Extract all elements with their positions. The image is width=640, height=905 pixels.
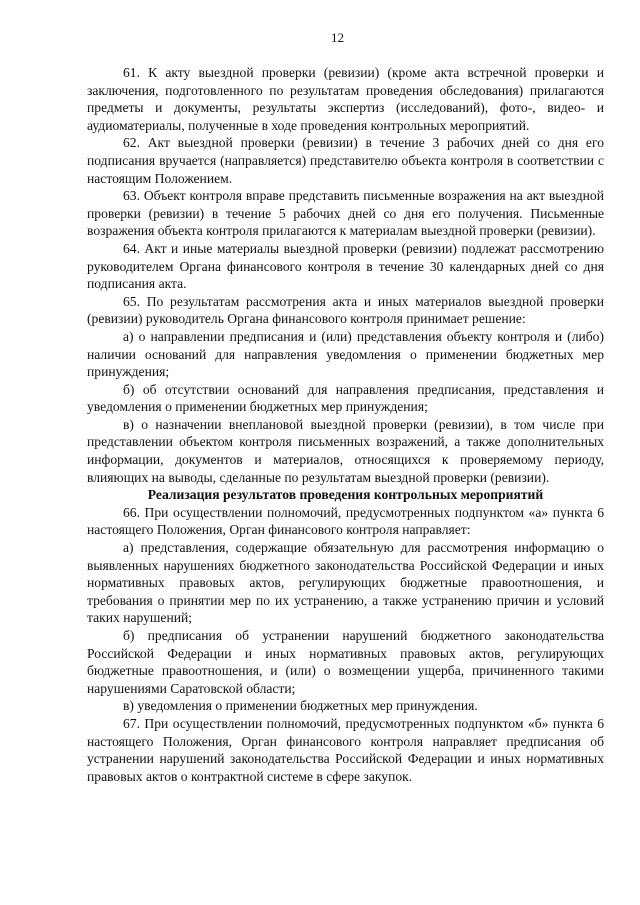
paragraph-64: 64. Акт и иные материалы выездной проверки (ревизии) подлежат рассмотрению руководителем Органа финансового контроля в течение 30 календарных дней со дня подписания акта. — [87, 240, 604, 292]
paragraph-65-a: а) о направлении предписания и (или) представления объекту контроля и (либо) наличии оснований для направления уведомления о применении бюджетных мер принуждения; — [87, 328, 604, 380]
page-number: 12 — [331, 30, 344, 45]
paragraph-66-a: а) представления, содержащие обязательную для рассмотрения информацию о выявленных нарушениях бюджетного законодательства Российской Федерации и иных нормативных правовых актов, регулирующих бюджетные правоотношения, и требования о принятии мер по их устранению, а также устранению причин и условий таких нарушений; — [87, 540, 604, 626]
paragraph-65-b: б) об отсутствии оснований для направления предписания, представления и уведомления о применении бюджетных мер принуждения; — [87, 381, 604, 415]
paragraph-62: 62. Акт выездной проверки (ревизии) в течение 3 рабочих дней со дня его подписания вручается (направляется) представителю объекта контроля в соответствии с настоящим Положением. — [87, 135, 604, 186]
paragraph-67: 67. При осуществлении полномочий, предусмотренных подпунктом «б» пункта 6 настоящего Положения, Орган финансового контроля направляет предписания об устранении нарушений законодательства Российской Федерации и иных нормативных правовых актов о контрактной системе в сфере закупок. — [87, 715, 604, 784]
paragraph-61: 61. К акту выездной проверки (ревизии) (кроме акта встречной проверки и заключения, подготовленного по результатам проведения обследования) прилагаются предметы и документы, результаты экспертиз (исследований), фото-, видео- и аудиоматериалы, полученные в ходе проведения контрольных мероприятий. — [87, 65, 604, 133]
paragraph-63: 63. Объект контроля вправе представить письменные возражения на акт выездной проверки (ревизии) в течение 5 рабочих дней со дня его получения. Письменные возражения объекта контроля прилагаются к материалам выездной проверки (ревизии). — [87, 188, 604, 239]
section-heading: Реализация результатов проведения контрольных мероприятий — [147, 487, 544, 503]
paragraph-65-v: в) о назначении внеплановой выездной проверки (ревизии), в том числе при представлении объектом контроля письменных возражений, а также дополнительных информации, документов и материалов, относящихся к проверяемому периоду, влияющих на выводы, сделанные по результатам выездной проверки (ревизии). — [87, 416, 604, 485]
paragraph-66-v: в) уведомления о применении бюджетных мер принуждения. — [123, 698, 478, 714]
paragraph-65: 65. По результатам рассмотрения акта и иных материалов выездной проверки (ревизии) руководитель Органа финансового контроля принимает решение: — [87, 293, 604, 327]
paragraph-66-b: б) предписания об устранении нарушений бюджетного законодательства Российской Федерации и иных нормативных правовых актов, регулирующих бюджетные правоотношения, и (или) о возмещении ущерба, причиненного такими нарушениями Саратовской области; — [87, 628, 604, 696]
paragraph-66: 66. При осуществлении полномочий, предусмотренных подпунктом «а» пункта 6 настоящего Положения, Орган финансового контроля направляет: — [87, 504, 604, 538]
